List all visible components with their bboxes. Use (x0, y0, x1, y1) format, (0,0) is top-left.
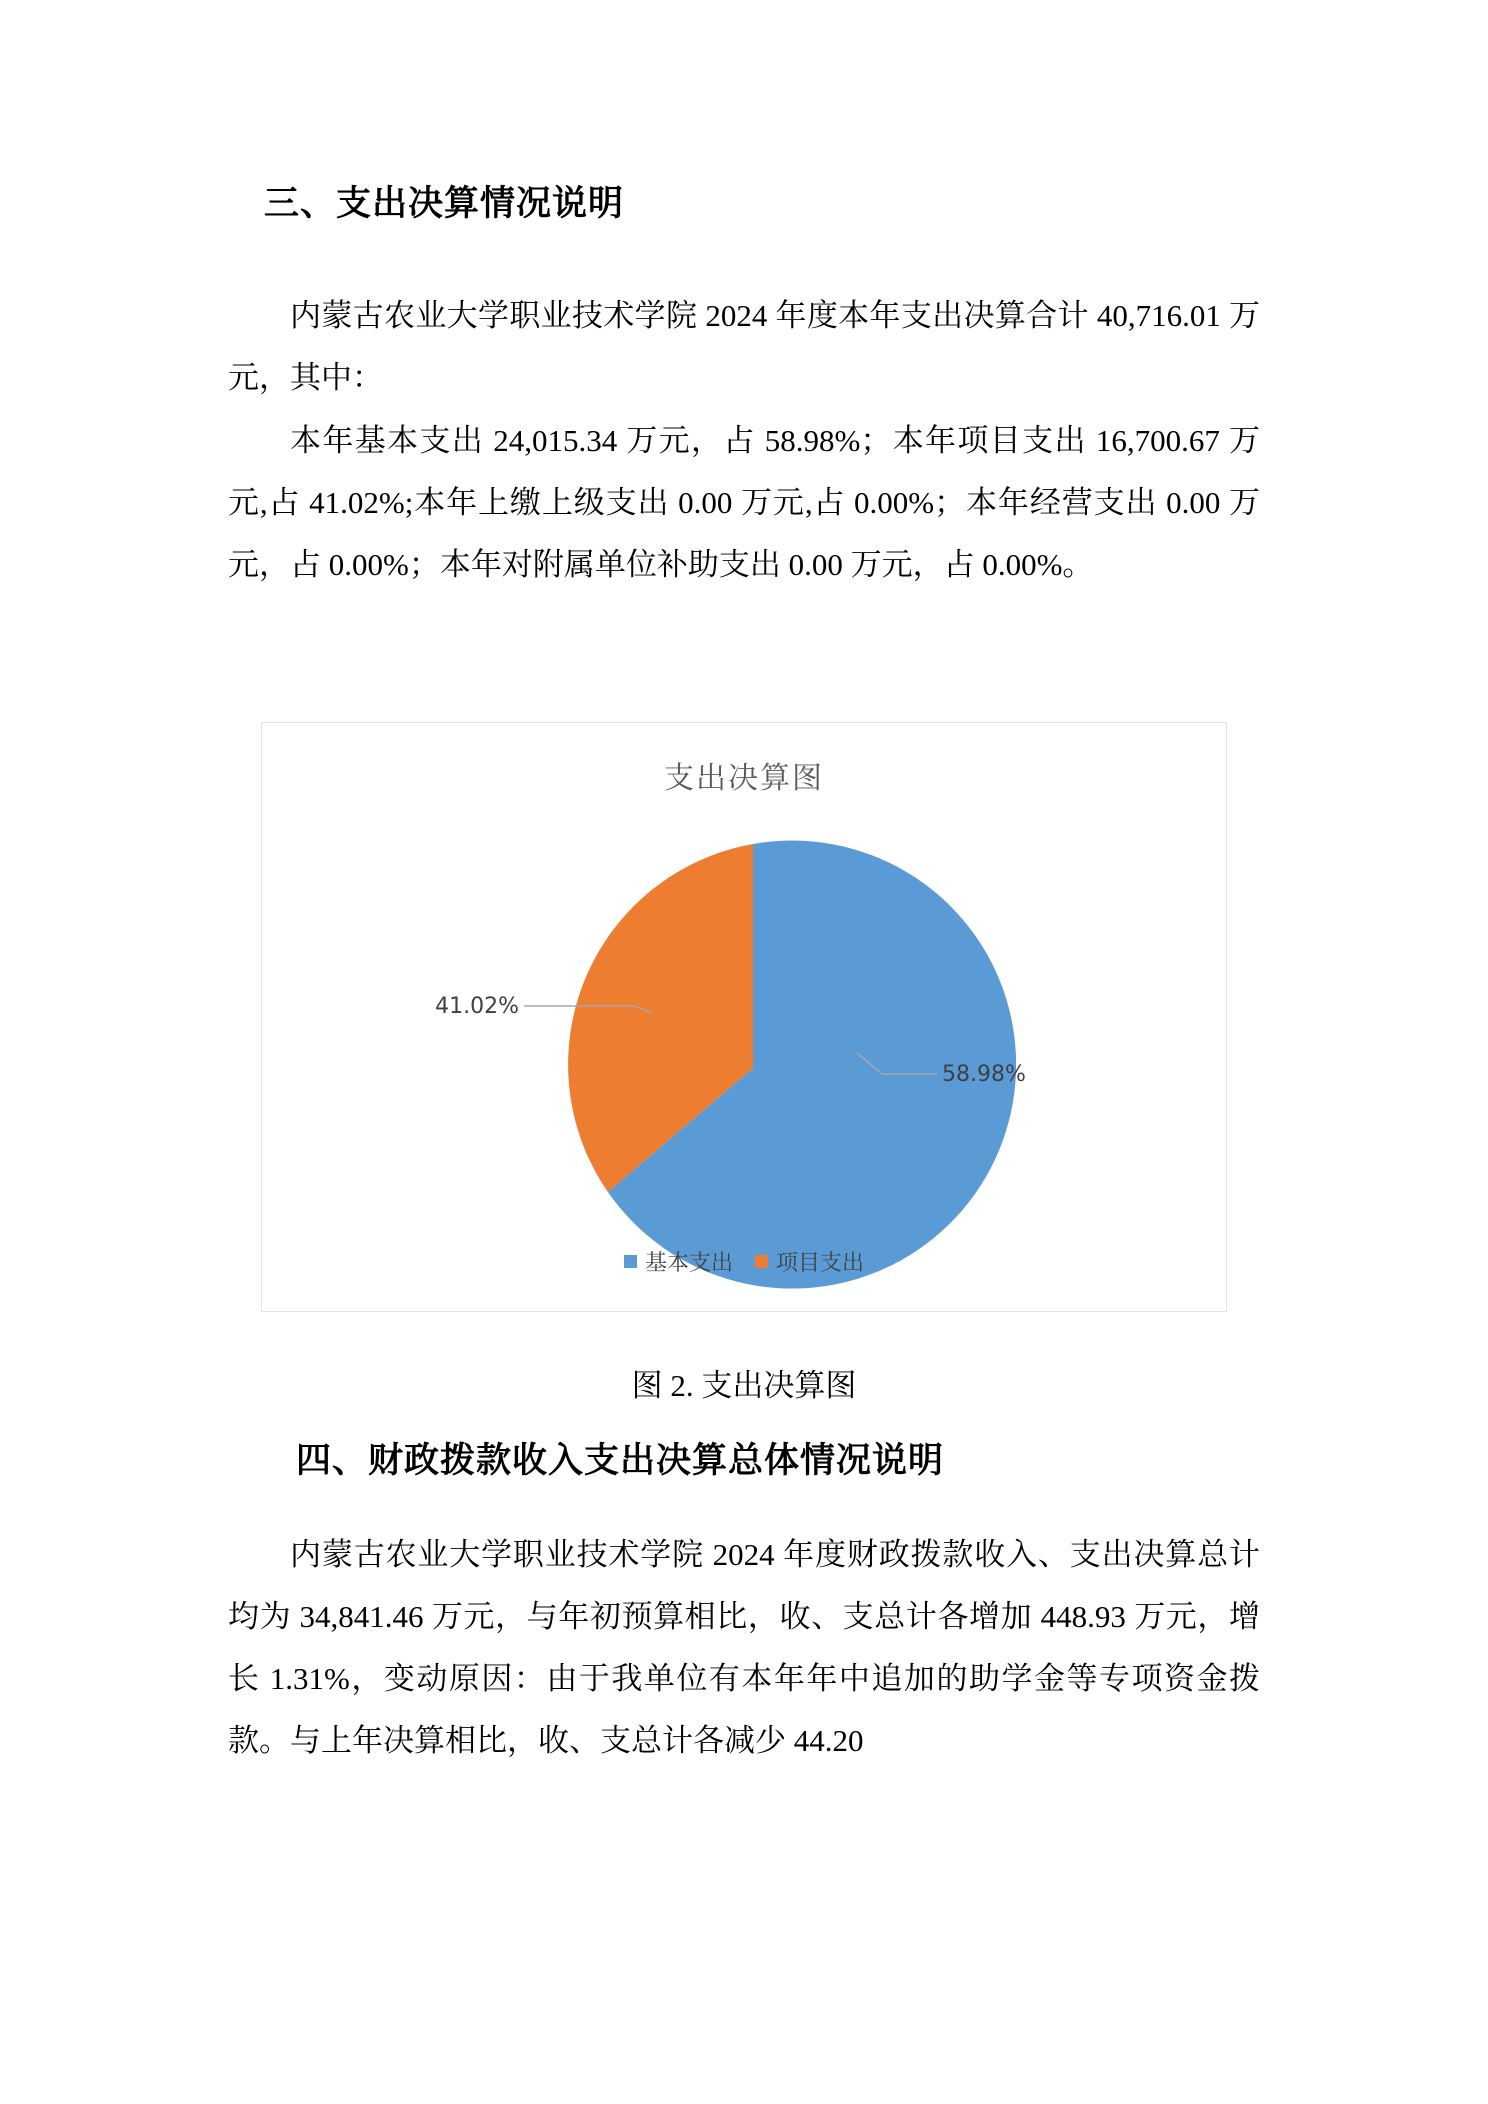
legend-swatch-project-icon (755, 1255, 768, 1268)
section-heading-three: 三、支出决算情况说明 (264, 184, 625, 224)
chart-plot-area (262, 723, 1226, 1311)
section4-paragraph-1: 内蒙古农业大学职业技术学院 2024 年度财政拨款收入、支出决算总计均为 34,841.46 万元，与年初预算相比，收、支总计各增加 448.93 万元，增长 1.31%，变动原因：由于我单位有本年年中追加的助学金等专项资金拨款。与上年决算相比，收、支总计各减少 44.20 (228, 1537, 1260, 1758)
pie-chart-svg (262, 723, 1226, 1311)
section3-paragraph-2: 本年基本支出 24,015.34 万元，占 58.98%；本年项目支出 16,700.67 万元,占 41.02%;本年上缴上级支出 0.00 万元,占 0.00%；本年经营支出 0.00 万元，占 0.00%；本年对附属单位补助支出 0.00 万元，占 0.00%。 (228, 423, 1260, 582)
expenditure-pie-chart-figure (261, 722, 1227, 1312)
section-heading-four: 四、财政拨款收入支出决算总体情况说明 (296, 1441, 945, 1481)
chart-container (261, 722, 1227, 1312)
pie-data-label-project: 41.02% (435, 994, 519, 1019)
pie-data-label-basic: 58.98% (942, 1062, 1026, 1087)
section3-paragraph-1: 内蒙古农业大学职业技术学院 2024 年度本年支出决算合计 40,716.01 万元，其中： (228, 298, 1260, 395)
legend-item-basic-expenditure[interactable] (624, 1246, 733, 1277)
legend-label-project: 项目支出 (776, 1251, 865, 1276)
chart-title: 支出决算图 (664, 761, 824, 796)
legend-swatch-basic-icon (624, 1255, 637, 1268)
figure-caption: 图 2. 支出决算图 (631, 1368, 857, 1403)
legend-label-basic: 基本支出 (644, 1251, 733, 1276)
legend-item-project-expenditure[interactable] (755, 1246, 864, 1277)
chart-legend (262, 1246, 1226, 1277)
